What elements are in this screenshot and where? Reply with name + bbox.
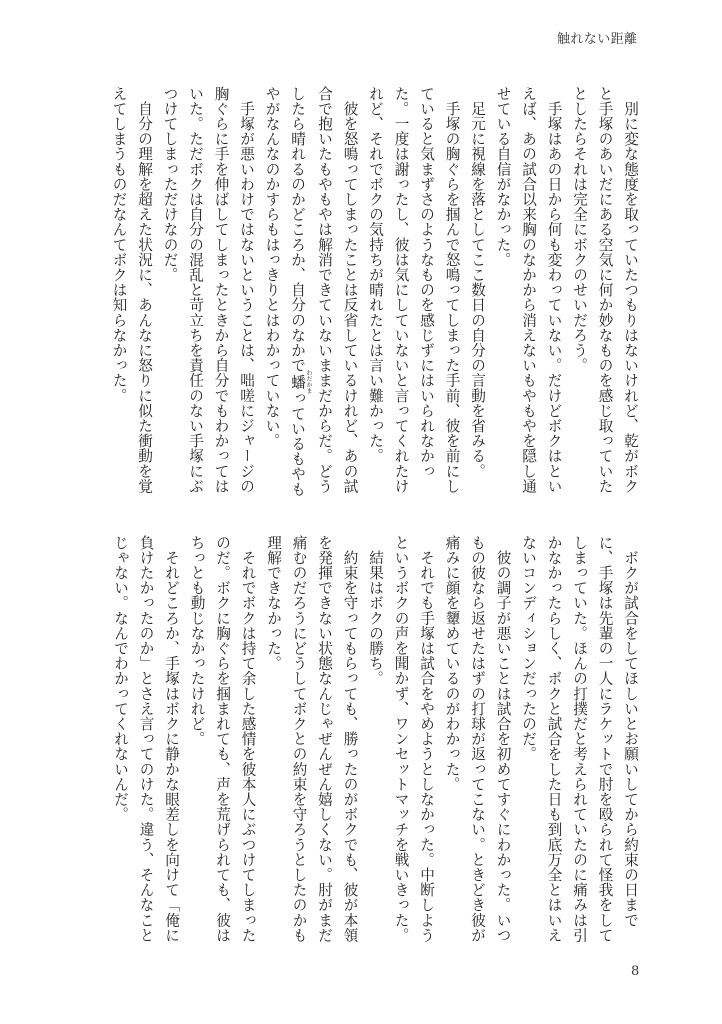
text-line: 負けたかったのか」とさえ言ってのけた。違う、そんなこと [137,535,155,943]
text-line: それでも手塚は試合をやめようとしなかった。中断しよう [418,535,435,943]
page-number: 8 [631,964,640,979]
text-line: 手塚はあの日から何も変わっていない。だけどボクはとい [545,86,563,494]
ruby-annotation [289,369,312,394]
text-line: を発揮できない状態なんじゃぜんぜん嬉しくない。肘がまだ [316,535,333,943]
text-line: 手塚の胸ぐらを掴んで怒鳴ってしまった手前、彼を前にし [443,86,461,494]
text-line: いた。ただボクは自分の混乱と苛立ちを責任のない手塚にぶ [187,86,204,494]
text-line: 手塚が悪いわけではないということは、咄嗟にジャージの [238,86,255,494]
text-line: 胸ぐらに手を伸ばしてしまったときから自分でもわかっては [212,86,230,494]
text-line: かなかったらしく、ボクと試合をした日も到底万全とはいえ [545,535,563,943]
text-line: 彼を怒鳴ってしまったことは反省しているけれど、あの試 [341,86,359,494]
text-line: 結果はボクの勝ち。 [367,535,384,686]
text-line: 合で抱いたもやもやは解消できていないままだからだ。どう [316,86,333,494]
ruby-reading: わだかま [305,369,312,394]
text-line: 別に変な態度を取っていたつもりはないけれど、乾がボク [622,86,639,494]
text-line: えてしまうものだなんてボクは知らなかった。 [110,86,128,404]
text-line: もの彼なら返せたはずの打球が返ってこない。ときどき彼が [469,535,486,943]
text-line: ないコンディションだったのだ。 [520,535,537,762]
text-line: 痛むのだろうにどうしてボクとの約束を守ろうとしたのかも [290,535,308,943]
text-line: 足元に視線を落としてここ数日の自分の言動を省みる。 [469,86,486,479]
text-line: れど、それでボクの気持ちが晴れたとは言い難かった。 [367,86,384,464]
ruby-line-before: したら晴れるのかどころか、自分のなかで [289,86,306,373]
text-line: 理解できなかった。 [265,535,282,671]
text-line: ていると気まずさのようなものを感じずにはいられなかっ [418,86,435,479]
ruby-line-after: っているもやも [289,390,306,497]
text-line: た。一度は謝ったし、彼は気にしていないと言ってくれたけ [392,86,410,494]
text-line: としたらそれは完全にボクのせいだろう。 [571,86,588,373]
text-line: ボクが試合をしてほしいとお願いしてから約束の日まで [622,535,639,928]
text-line: 彼の調子が悪いことは試合を初めてすぐにわかった。いつ [494,535,512,943]
text-line: しまっていた。ほんの打撲だと考えられていたのに痛みは引 [571,535,588,943]
text-line: 痛みに顔を顰めているのがわかった。 [443,535,461,792]
text-line: 約束を守ってもらっても、勝ったのがボクでも、彼が本領 [341,535,359,943]
ruby-base: 蟠 [289,369,306,394]
text-block-lower [107,535,643,945]
text-line: せている自信がなかった。 [494,86,512,268]
text-line: のだ。ボクに胸ぐらを掴まれても、声を荒げられても、彼は [214,535,231,943]
text-line: というボクの声を聞かず、ワンセットマッチを戦いきった。 [392,535,410,943]
text-line: じゃない。なんでわかってくれないんだ。 [112,535,129,822]
text-line: えば、あの試合以来胸のなかから消えないもやもやを隠し通 [520,86,537,494]
text-line: つけてしまっただけなのだ。 [161,86,179,283]
text-line: と手塚のあいだにある空気に何か妙なものを感じ取っていた [596,86,614,494]
running-header-title: 触れない距離 [557,32,638,47]
text-line-with-ruby [285,86,312,496]
text-line: それでボクは持て余した感情を彼本人にぶつけてしまった [239,535,257,943]
text-line: やがなんなのかすらもはっきりとはわかっていない。 [263,86,281,449]
text-line: 自分の理解を超えた状況に、あんなに怒りに似た衝動を覚 [136,86,153,494]
text-line: それどころか、手塚はボクに静かな眼差しを向けて「俺に [163,535,180,943]
text-line: ちっとも動じなかったけれど。 [188,535,206,747]
text-line: に、手塚は先輩の一人にラケットで肘を殴られて怪我をして [596,535,614,943]
text-block-upper [107,86,643,496]
